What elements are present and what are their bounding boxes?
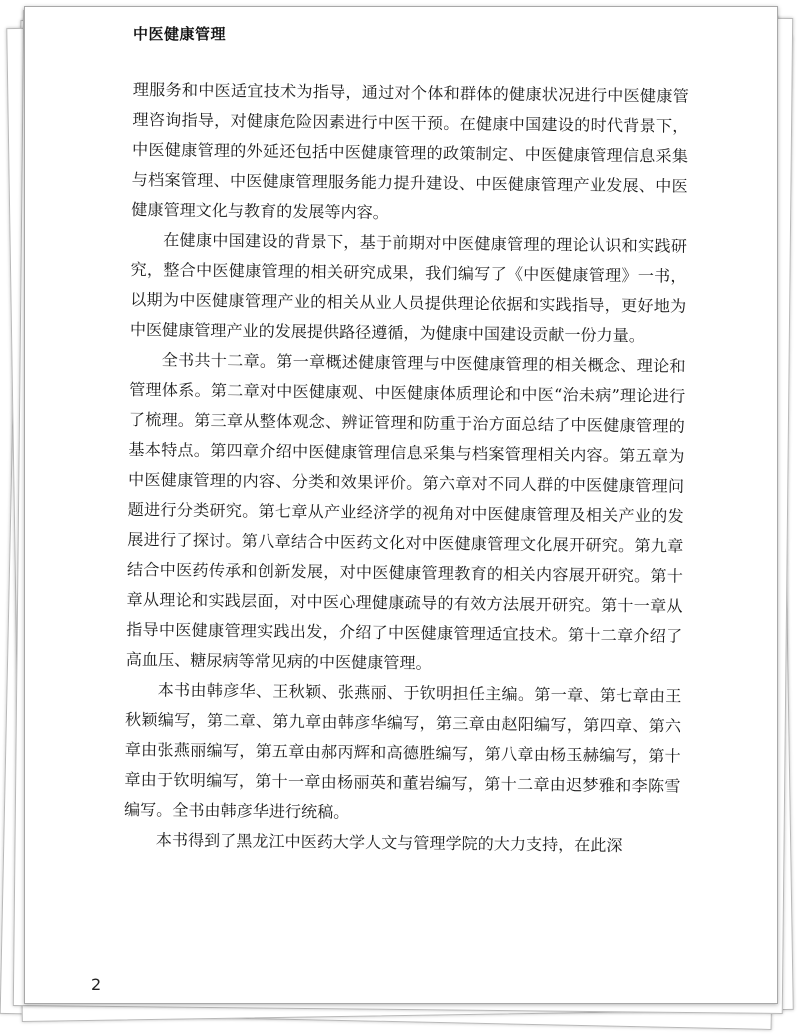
body-text: [123, 75, 688, 862]
paragraph: 本书得到了黑龙江中医药大学人文与管理学院的大力支持，在此深: [155, 830, 623, 856]
book-page: [24, 6, 778, 1004]
running-header: 中医健康管理: [133, 25, 227, 43]
paragraph: 理服务和中医适宜技术为指导，通过对个体和群体的健康状况进行中医健康管理咨询指导，对健康危险因素进行中医干预。在健康中国建设的时代背景下，中医健康管理的外延还包括中医健康管理的政策制定、中医健康管理信息采集与档案管理、中医健康管理服务能力提升建设、中医健康管理产业发展、中医健康管理文化与教育的发展等内容。: [131, 79, 689, 223]
paragraph: 在健康中国建设的背景下，基于前期对中医健康管理的理论认识和实践研究，整合中医健康管理的相关研究成果，我们编写了《中医健康管理》一书，以期为中医健康管理产业的相关从业人员提供理论依据和实践指导，更好地为中医健康管理产业的发展提供路径遵循，为健康中国建设贡献一份力量。: [129, 230, 688, 346]
paragraph: 全书共十二章。第一章概述健康管理与中医健康管理的相关概念、理论和管理体系。第二章对中医健康观、中医健康体质理论和中医“治未病”理论进行了梳理。第三章从整体观念、辨证管理和防重于治方面总结了中医健康管理的基本特点。第四章介绍中医健康管理信息采集与档案管理相关内容。第五章为中医健康管理的内容、分类和效果评价。第六章对不同人群的中医健康管理问题进行分类研究。第七章从产业经济学的视角对中医健康管理及相关产业的发展进行了探讨。第八章结合中医药文化对中医健康管理文化展开研究。第九章结合中医药传承和创新发展，对中医健康管理教育的相关内容展开研究。第十章从理论和实践层面，对中医心理健康疏导的有效方法展开研究。第十一章从指导中医健康管理实践出发，介绍了中医健康管理适宜技术。第十二章介绍了高血压、糖尿病等常见病的中医健康管理。: [125, 350, 686, 673]
page-number: 2: [91, 975, 102, 994]
paragraph: 本书由韩彦华、王秋颖、张燕丽、于钦明担任主编。第一章、第七章由王秋颖编写，第二章、第九章由韩彦华编写，第三章由赵阳编写，第四章、第六章由张燕丽编写，第五章由郝丙辉和高德胜编写，第八章由杨玉赫编写，第十章由于钦明编写，第十一章由杨丽英和董岩编写，第十二章由迟梦雅和李陈雪编写。全书由韩彦华进行统稿。: [123, 680, 682, 822]
